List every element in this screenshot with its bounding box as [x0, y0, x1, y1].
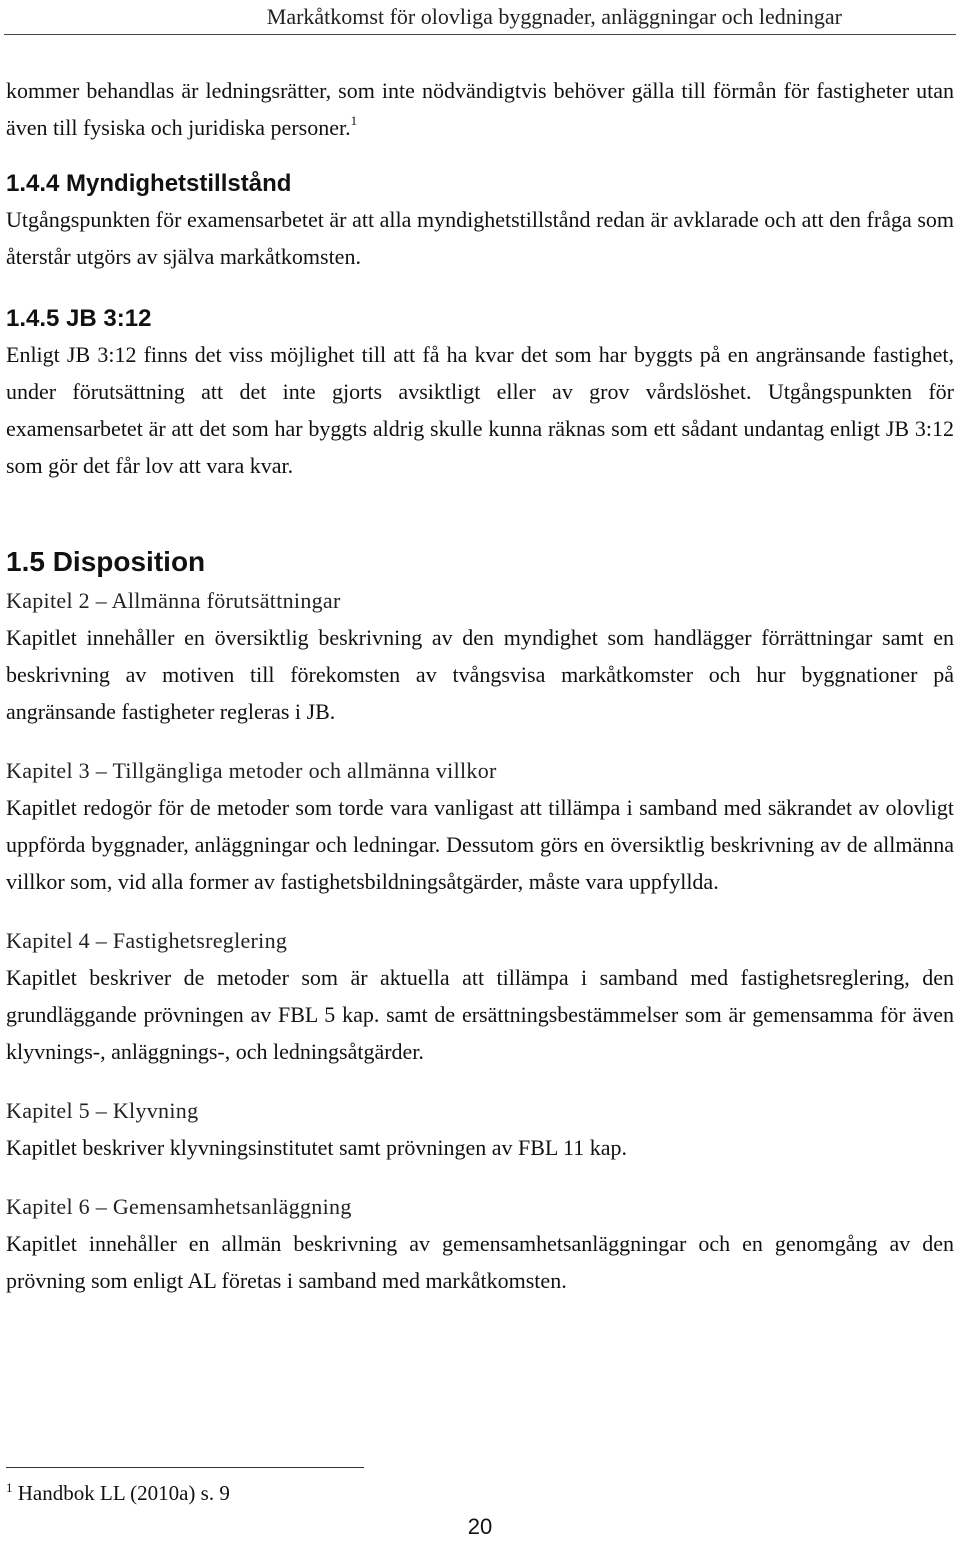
page-number: 20	[467, 1514, 493, 1539]
section-heading: 1.4.4 Myndighetstillstånd	[6, 170, 292, 197]
section-heading: 1.4.5 JB 3:12	[6, 305, 152, 332]
chapter-description: Kapitlet innehåller en allmän beskrivning av gemensamhetsanläggningar och en genomgång av den prövning som enligt AL företas i samband med markåtkomsten.	[6, 1231, 954, 1293]
chapter-entry	[6, 922, 954, 1070]
chapter-description: Kapitlet redogör för de metoder som torde vara vanligast att tillämpa i samband med säkrandet av olovligt uppförda byggnader, anläggningar och ledningar. Dessutom görs en översiktlig beskrivning av de allmänna villkor som, vid alla former av fastighetsbildningsåtgärder, måste vara uppfyllda.	[6, 795, 954, 894]
footnote-reference[interactable]: 1	[350, 113, 358, 128]
chapter-title: Kapitel 5 – Klyvning	[6, 1098, 199, 1123]
chapter-description: Kapitlet innehåller en översiktlig beskrivning av den myndighet som handlägger förrättningar samt en beskrivning av motiven till förekomsten av tvångsvisa markåtkomster och hur byggnationer på angränsande fastigheter regleras i JB.	[6, 625, 954, 724]
chapter-title: Kapitel 4 – Fastighetsreglering	[6, 928, 288, 953]
chapter-entry	[6, 582, 954, 730]
section-1-4-5	[6, 304, 954, 484]
running-header: Markåtkomst för olovliga byggnader, anläggningar och ledningar	[266, 4, 842, 29]
section-paragraph: Utgångspunkten för examensarbetet är att alla myndighetstillstånd redan är avklarade och att den fråga som återstår utgörs av själva markåtkomsten.	[6, 207, 954, 269]
chapter-title: Kapitel 6 – Gemensamhetsanläggning	[6, 1194, 352, 1219]
chapter-description: Kapitlet beskriver klyvningsinstitutet samt prövningen av FBL 11 kap.	[6, 1135, 628, 1160]
section-1-5	[6, 546, 954, 1299]
intro-text: kommer behandlas är ledningsrätter, som inte nödvändigtvis behöver gälla till förmån för fastigheter utan även till fysiska och juridiska personer.	[6, 78, 954, 140]
footnote-text: Handbok LL (2010a) s. 9	[17, 1481, 230, 1505]
section-heading: 1.5 Disposition	[6, 546, 206, 577]
chapter-entry	[6, 1188, 954, 1299]
footnote	[6, 1481, 230, 1506]
footnote-marker: 1	[6, 1480, 13, 1495]
section-1-4-4	[6, 169, 954, 275]
intro-paragraph	[6, 72, 954, 146]
chapter-title: Kapitel 2 – Allmänna förutsättningar	[6, 588, 341, 613]
chapter-entry	[6, 1092, 954, 1166]
footnote-divider	[6, 1467, 364, 1468]
chapter-title: Kapitel 3 – Tillgängliga metoder och allmänna villkor	[6, 758, 497, 783]
chapter-entry	[6, 752, 954, 900]
header-divider	[4, 34, 956, 35]
section-paragraph: Enligt JB 3:12 finns det viss möjlighet till att få ha kvar det som har byggts på en angränsande fastighet, under förutsättning att det inte gjorts avsiktligt eller av grov vårdslöshet. Utgångspunkten för examensarbetet är att det som har byggts aldrig skulle kunna räknas som ett sådant undantag enligt JB 3:12 som gör det får lov att vara kvar.	[6, 342, 954, 478]
chapter-description: Kapitlet beskriver de metoder som är aktuella att tillämpa i samband med fastighetsreglering, den grundläggande prövningen av FBL 5 kap. samt de ersättningsbestämmelser som är gemensamma för även klyvnings-, anläggnings-, och ledningsåtgärder.	[6, 965, 954, 1064]
